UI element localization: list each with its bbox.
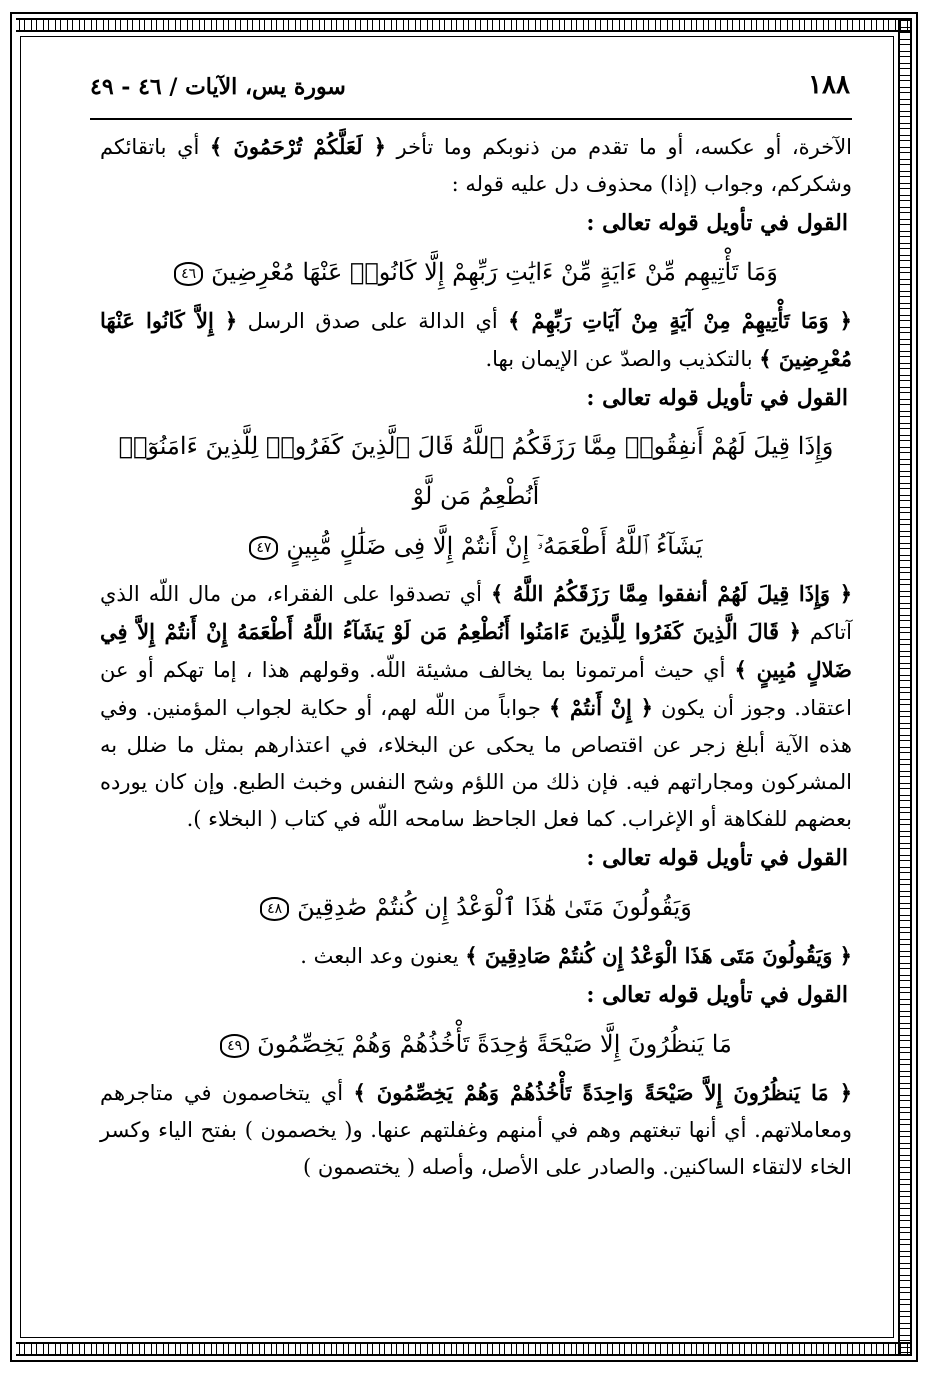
verse-number-marker: ٤٦ bbox=[174, 262, 203, 286]
quran-quote: ﴿ إِنْ أَنتُمْ ﴾ bbox=[548, 695, 653, 720]
header-rule bbox=[90, 118, 852, 120]
paragraph-3 bbox=[100, 575, 852, 838]
verse-text-line-1: وَإِذَا قِيلَ لَهُمْ أَنفِقُوا۟ مِمَّا رَزَقَكُمُ ٱللَّهُ قَالَ ٱلَّذِينَ كَفَرُوا۟ لِلَّذِينَ ءَامَنُوٓا۟ أَنُطْعِمُ مَن لَّوْ bbox=[118, 432, 834, 510]
text-run: أي حيث أمرتمونا بما يخالف مشيئة اللّه. وقولهم هذا ، إما تهكم أو عن اعتقاد. وجوز أن يكون bbox=[100, 658, 852, 720]
paragraph-1 bbox=[100, 128, 852, 203]
text-run: يعنون وعد البعث . bbox=[300, 944, 466, 968]
quran-quote: ﴿ وَمَا تَأْتِيهِمْ مِنْ آيَةٍ مِنْ آيَاتِ رَبِّهِمْ ﴾ bbox=[508, 308, 852, 333]
page-number: ١٨٨ bbox=[808, 70, 850, 100]
quran-quote: ﴿ مَا يَنظُرُونَ إِلاَّ صَيْحَةً وَاحِدَةً تَأْخُذُهُمْ وَهُمْ يَخِصِّمُونَ ﴾ bbox=[353, 1080, 852, 1105]
verse-text-line-2: يَشَآءُ ٱللَّهُ أَطْعَمَهُۥٓ إِنْ أَنتُمْ إِلَّا فِى ضَلَٰلٍ مُّبِينٍ bbox=[286, 532, 703, 560]
quran-quote: ﴿ لَعَلَّكُمْ تُرْحَمُونَ ﴾ bbox=[209, 134, 386, 159]
quran-quote: ﴿ إِلاَّ كَانُوا عَنْهَا مُعْرِضِينَ ﴾ bbox=[100, 308, 852, 371]
page-header bbox=[90, 70, 850, 110]
chain-border-bottom bbox=[16, 1342, 912, 1356]
text-run: الآخرة، أو عكسه، أو ما تقدم من ذنوبكم وما تأخر bbox=[386, 135, 853, 159]
section-heading: القول في تأويل قوله تعالى : bbox=[586, 845, 848, 871]
text-run: أي يتخاصمون في متاجرهم ومعاملاتهم. أي أنها تبغتهم وهم في أمنهم وغفلتهم عنها. و( يخصمون ) بفتح الياء وكسر الخاء لالتقاء الساكنين. والصادر على الأصل، وأصله ( يختصمون ) bbox=[100, 1081, 852, 1179]
text-run: أي تصدقوا على الفقراء، من مال اللّه الذي آتاكم bbox=[100, 582, 852, 644]
verse-46 bbox=[100, 246, 852, 298]
chain-border-right bbox=[898, 18, 912, 1356]
verse-text: وَمَا تَأْتِيهِم مِّنْ ءَايَةٍ مِّنْ ءَايَٰتِ رَبِّهِمْ إِلَّا كَانُوا۟ عَنْهَا مُعْرِضِينَ bbox=[211, 258, 778, 286]
section-heading: القول في تأويل قوله تعالى : bbox=[586, 982, 848, 1008]
verse-text: مَا يَنظُرُونَ إِلَّا صَيْحَةً وَٰحِدَةً تَأْخُذُهُمْ وَهُمْ يَخِصِّمُونَ bbox=[257, 1030, 732, 1058]
verse-48 bbox=[100, 881, 852, 933]
text-run: بالتكذيب والصدّ عن الإيمان بها. bbox=[485, 347, 760, 371]
section-heading: القول في تأويل قوله تعالى : bbox=[586, 210, 848, 236]
text-run: أي الدالة على صدق الرسل bbox=[237, 309, 509, 333]
text-run: جواباً من اللّه لهم، أو حكاية لجواب المؤمنين. وفي هذه الآية أبلغ زجر عن اقتصاص ما يحكى عن البخلاء، في اعتذارهم بمثل ما ضلل به المشركون ومجاراتهم فيه. فإن ذلك من اللؤم وشح النفس وخبث الطبع. وإن كان يورده بعضهم للفكاهة أو الإغراب. كما فعل الجاحظ سامحه اللّه في كتاب ( البخلاء ). bbox=[100, 696, 852, 831]
paragraph-2 bbox=[100, 302, 852, 378]
page-body bbox=[100, 128, 852, 1186]
quran-quote: ﴿ وَيَقُولُونَ مَتَى هَذَا الْوَعْدُ إِن كُنتُمْ صَادِقِينَ ﴾ bbox=[465, 943, 852, 968]
verse-number-marker: ٤٩ bbox=[220, 1034, 249, 1058]
quran-quote: ﴿ وَإِذَا قِيلَ لَهُمْ أنفقوا مِمَّا رَزَقَكُمُ اللَّهُ ﴾ bbox=[490, 581, 852, 606]
text-run: أي باتقائكم وشكركم، وجواب (إذا) محذوف دل عليه قوله : bbox=[100, 135, 852, 196]
section-heading: القول في تأويل قوله تعالى : bbox=[586, 385, 848, 411]
running-title: سورة يس، الآيات / ٤٦ - ٤٩ bbox=[90, 74, 346, 100]
paragraph-5 bbox=[100, 1074, 852, 1186]
verse-47 bbox=[100, 421, 852, 571]
verse-number-marker: ٤٧ bbox=[249, 536, 278, 560]
paragraph-4 bbox=[100, 937, 852, 975]
verse-number-marker: ٤٨ bbox=[260, 897, 289, 921]
quran-quote: ﴿ قَالَ الَّذِينَ كَفَرُوا لِلَّذِينَ ءَامَنُوا أَنُطْعِمُ مَن لَوْ يَشَآءُ اللَّهُ أَطْعَمَهُ إِنْ أَنتُمْ إِلاَّ فِي ضَلالٍ مُبِينٍ ﴾ bbox=[100, 619, 852, 682]
verse-49 bbox=[100, 1018, 852, 1070]
chain-border-top bbox=[16, 18, 912, 32]
verse-text: وَيَقُولُونَ مَتَىٰ هَٰذَا ٱلْوَعْدُ إِن كُنتُمْ صَٰدِقِينَ bbox=[297, 893, 692, 921]
